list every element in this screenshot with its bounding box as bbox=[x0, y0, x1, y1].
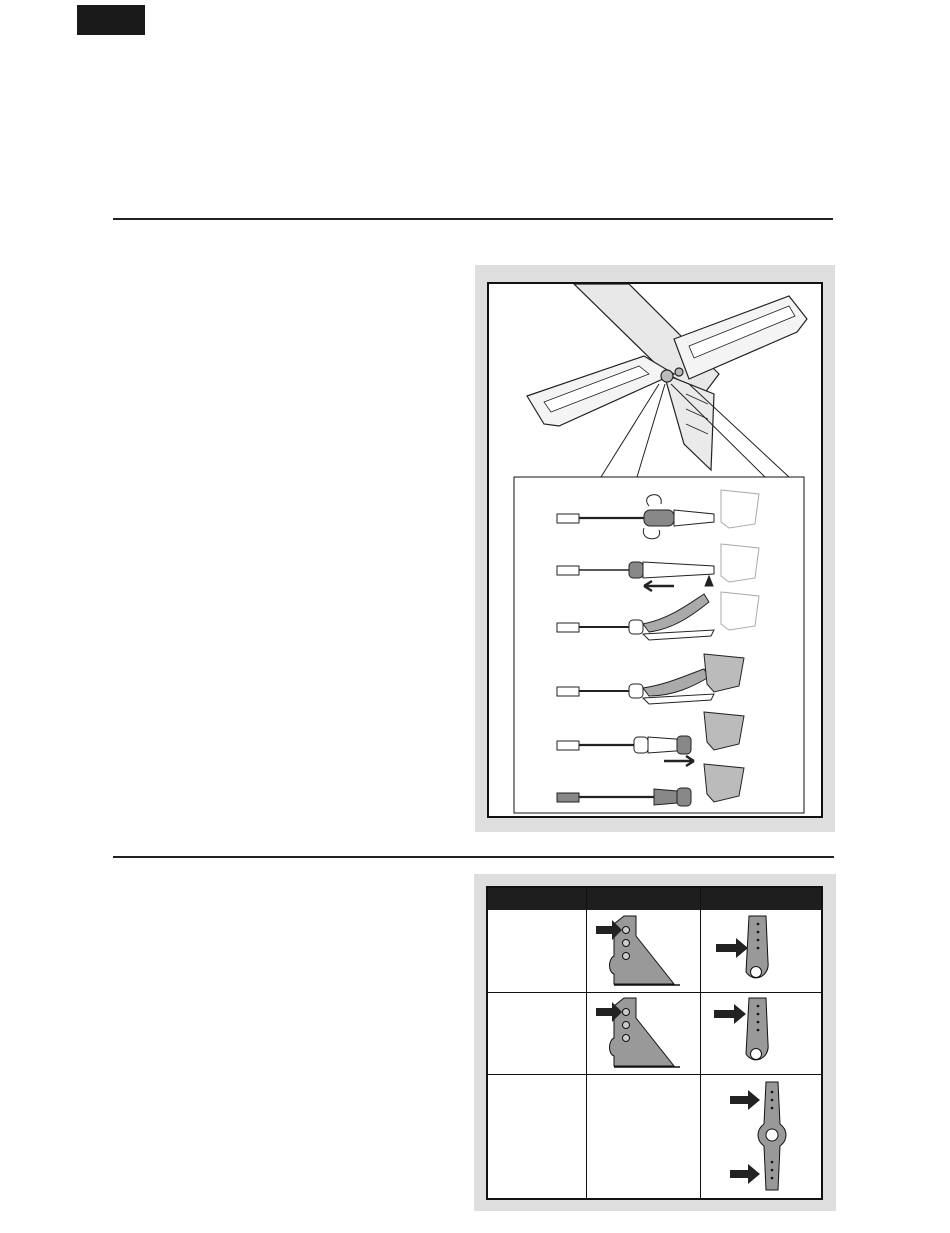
row-divider bbox=[488, 1074, 821, 1075]
section-divider-1 bbox=[113, 218, 833, 220]
servo-arm-icon bbox=[714, 996, 810, 1072]
column-divider bbox=[586, 888, 587, 1198]
control-horn-icon bbox=[594, 996, 694, 1072]
control-horn-table bbox=[486, 886, 823, 1200]
tail-assembly-illustration bbox=[527, 284, 807, 470]
double-servo-arm-icon bbox=[728, 1080, 818, 1196]
servo-arm-icon bbox=[714, 914, 810, 990]
clevis-step-1-rotate bbox=[557, 490, 759, 539]
control-horn-icon bbox=[594, 914, 694, 990]
row-divider bbox=[488, 992, 821, 993]
clevis-figure bbox=[487, 282, 823, 818]
column-divider bbox=[700, 888, 701, 1198]
section-divider-2 bbox=[113, 856, 834, 858]
clevis-step-5-slide-forward bbox=[557, 712, 744, 766]
table-header bbox=[488, 888, 821, 910]
clevis-step-6-installed bbox=[557, 764, 744, 806]
clevis-step-2-slide-back bbox=[557, 544, 759, 591]
language-tab bbox=[77, 5, 145, 35]
clevis-step-4-engage-horn bbox=[557, 654, 744, 704]
clevis-figure-svg bbox=[489, 284, 825, 820]
